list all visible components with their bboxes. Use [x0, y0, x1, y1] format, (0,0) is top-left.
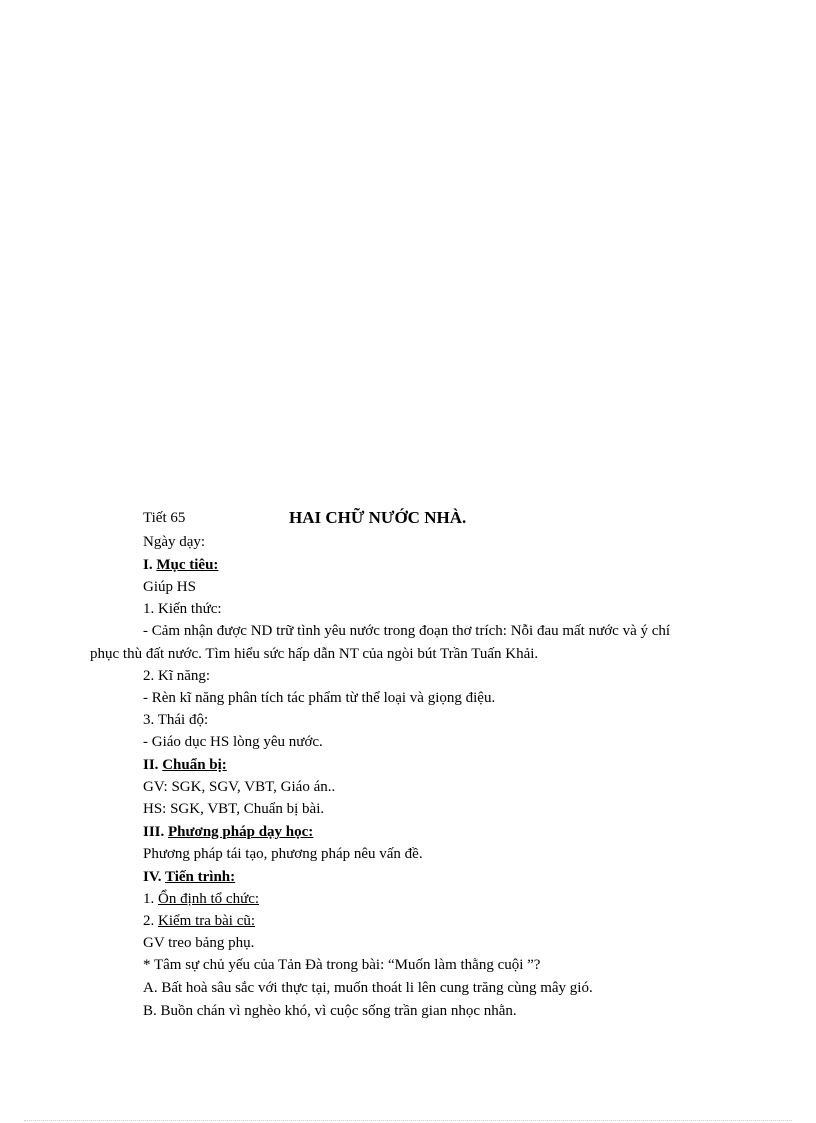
- section-3-title: Phương pháp dạy học:: [168, 824, 314, 840]
- method-text: Phương pháp tái tạo, phương pháp nêu vấn đề.: [143, 846, 423, 862]
- knowledge-label: 1. Kiến thức:: [143, 601, 222, 617]
- board-text: GV treo bảng phụ.: [143, 935, 255, 951]
- section-2-number: II.: [143, 757, 159, 773]
- step-1-title: Ổn định tổ chức:: [158, 891, 260, 907]
- title-row: [143, 508, 703, 530]
- attitude-text: - Giáo dục HS lòng yêu nước.: [143, 734, 323, 750]
- page-bottom-rule: [24, 1120, 792, 1121]
- student-prep: HS: SGK, VBT, Chuẩn bị bài.: [143, 801, 325, 817]
- section-4-title: Tiến trình:: [164, 869, 236, 885]
- section-4-number: IV.: [143, 869, 162, 885]
- section-1-title: Mục tiêu:: [156, 557, 219, 573]
- answer-b: B. Buồn chán vì nghèo khó, vì cuộc sống trần gian nhọc nhằn.: [143, 1003, 517, 1019]
- knowledge-text: - Cảm nhận được ND trữ tình yêu nước trong đoạn thơ trích: Nỗi đau mất nước và ý chí phục thù đất nước. Tìm hiểu sức hấp dẫn NT của ngòi bút Trần Tuấn Khải.: [90, 623, 671, 662]
- teacher-prep: GV: SGK, SGV, VBT, Giáo án..: [143, 779, 336, 795]
- question-text: * Tâm sự chủ yếu của Tản Đà trong bài: “Muốn làm thằng cuội ”?: [143, 957, 541, 973]
- section-3-heading: [143, 822, 313, 842]
- section-1-number: I.: [143, 557, 153, 573]
- answer-a: A. Bất hoà sâu sắc với thực tại, muốn thoát li lên cung trăng cùng mây gió.: [143, 980, 593, 996]
- document-title: HAI CHỮ NƯỚC NHÀ.: [289, 508, 467, 527]
- step-2-title: Kiểm tra bài cũ:: [158, 913, 256, 929]
- objective-intro: Giúp HS: [143, 579, 196, 595]
- attitude-label: 3. Thái độ:: [143, 712, 209, 728]
- section-3-number: III.: [143, 824, 165, 840]
- section-2-heading: [143, 755, 227, 775]
- section-1-heading: [143, 555, 218, 575]
- step-2-number: 2.: [143, 913, 155, 929]
- skills-label: 2. Kĩ năng:: [143, 668, 211, 684]
- step-1-number: 1.: [143, 891, 155, 907]
- section-4-heading: [143, 867, 235, 887]
- step-1: [143, 889, 259, 909]
- section-2-title: Chuẩn bị:: [162, 757, 227, 773]
- lesson-number: Tiết 65: [143, 510, 186, 526]
- skills-text: - Rèn kĩ năng phân tích tác phẩm từ thể loại và giọng điệu.: [143, 690, 496, 706]
- date-line: Ngày dạy:: [143, 534, 206, 550]
- step-2: [143, 911, 255, 931]
